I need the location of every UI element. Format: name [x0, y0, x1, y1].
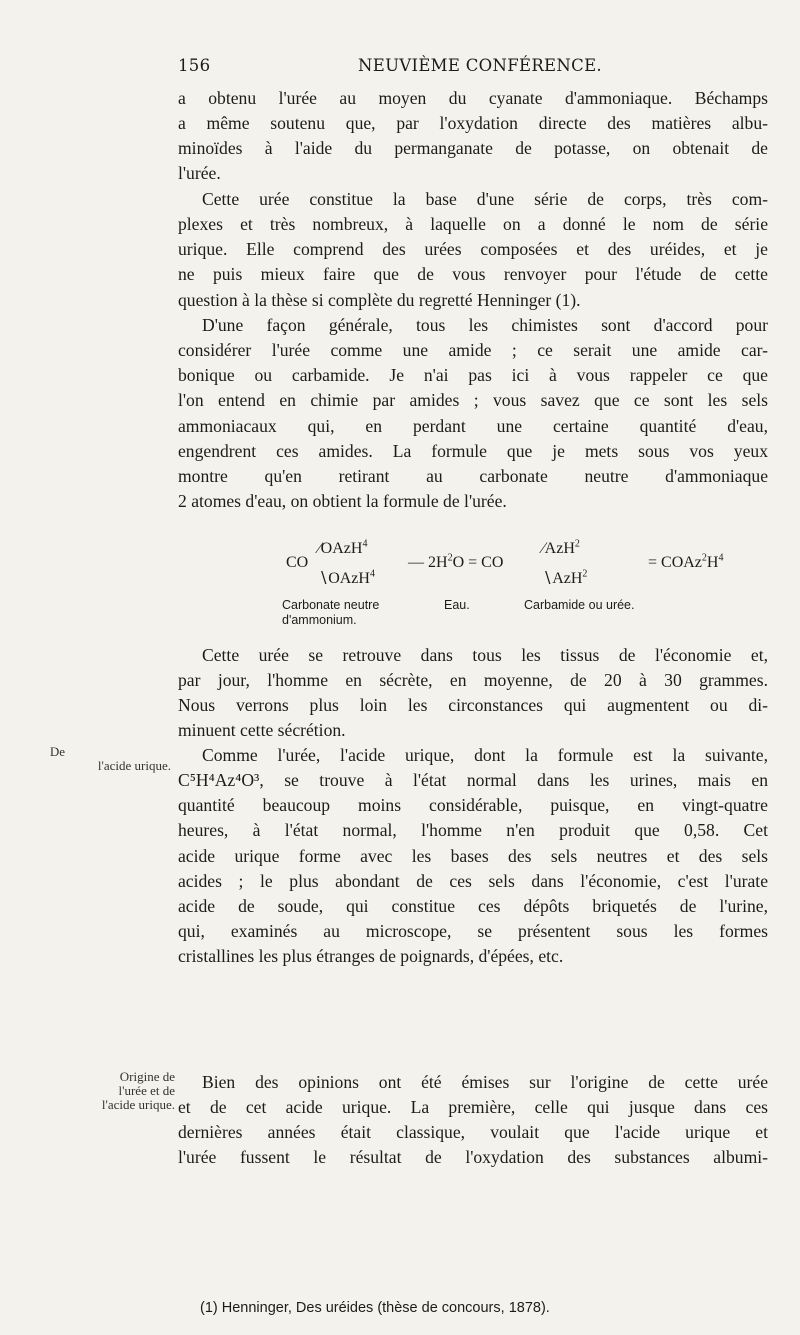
formula-lhs-bottom: ∖OAzH$^4$: [318, 568, 375, 587]
paragraph-1: [178, 86, 768, 187]
text-line: a obtenu l'urée au moyen du cyanate d'ammoniaque. Béchamps: [178, 88, 768, 108]
text-line: l'urée fussent le résultat de l'oxydation des substances albumi-: [178, 1147, 768, 1168]
caption-carbamide: Carbamide ou urée.: [524, 598, 635, 612]
margin-note-line: l'acide urique.: [97, 758, 171, 773]
text-line: dernières années était classique, voulait que l'acide urique et: [178, 1122, 768, 1143]
page-number: 156: [178, 56, 211, 75]
formula-rhs-bottom: ∖AzH$^2$: [542, 568, 588, 587]
text-line: engendrent ces amides. La formule que je mets sous vos yeux: [178, 440, 768, 461]
text-line: l'urée.: [178, 163, 221, 184]
text-line: urique. Elle comprend des urées composées et des uréides, et je: [178, 239, 768, 260]
caption-ammonium: d'ammonium.: [282, 613, 357, 627]
margin-note-uric-acid: [10, 745, 175, 773]
text-line: Cette urée se retrouve dans tous les tissus de l'économie et,: [202, 645, 768, 665]
text-line: cristallines les plus étranges de poignards, d'épées, etc.: [178, 946, 564, 967]
text-line: Nous verrons plus loin les circonstances qui augmentent ou di-: [178, 695, 768, 716]
margin-note-origin: [10, 1070, 175, 1112]
text-line: qui, examinés au microscope, se présentent sous les formes: [178, 921, 768, 942]
paragraph-3: [178, 313, 768, 514]
text-line: Cette urée constitue la base d'une série de corps, très com-: [202, 189, 768, 209]
text-line: ne puis mieux faire que de vous renvoyer pour l'étude de cette: [178, 264, 768, 285]
chapter-title: NEUVIÈME CONFÉRENCE.: [358, 56, 602, 75]
formula-result: = $COAz^2H^4$: [648, 552, 724, 571]
text-line: C⁵H⁴Az⁴O³, se trouve à l'état normal dans les urines, mais en: [178, 770, 768, 791]
text-line: bonique ou carbamide. Je n'ai pas ici à vous rappeler ce que: [178, 365, 768, 386]
paragraph-2: [178, 187, 768, 313]
text-line: montre qu'en retirant au carbonate neutre d'ammoniaque: [178, 465, 768, 486]
caption-carbonate: Carbonate neutre: [282, 598, 380, 612]
text-line: et de cet acide urique. La première, celle qui jusque dans ces: [178, 1097, 768, 1118]
caption-water: Eau.: [444, 598, 470, 612]
text-line: l'on entend en chimie par amides ; vous savez que ce sont les sels: [178, 390, 768, 411]
running-header: [178, 56, 648, 75]
paragraph-5: [178, 743, 768, 969]
text-line: ammoniacaux qui, en perdant une certaine quantité d'eau,: [178, 415, 768, 436]
margin-note-line: Origine de: [119, 1069, 175, 1084]
formula-rhs-top: ⁄AzH$^2$: [542, 538, 580, 557]
uric-acid-formula: C⁵H⁴Az⁴O³,: [178, 770, 264, 791]
text-line: minuent cette sécrétion.: [178, 720, 346, 741]
margin-note-line: l'urée et de: [118, 1083, 175, 1098]
formula-lhs-top: ⁄OAzH$^4$: [318, 538, 368, 557]
paragraph-6: [178, 1070, 768, 1171]
text-line: acide urique forme avec les bases des sels neutres et des sels: [178, 845, 768, 866]
text-line: heures, à l'état normal, l'homme n'en produit que 0,58. Cet: [178, 820, 768, 841]
text-line: a même soutenu que, par l'oxydation directe des matières albu-: [178, 113, 768, 134]
footnote: (1) Henninger, Des uréides (thèse de concours, 1878).: [200, 1300, 550, 1316]
margin-note-line: l'acide urique.: [101, 1097, 175, 1112]
text-line: 2 atomes d'eau, on obtient la formule de l'urée.: [178, 491, 507, 512]
text-line: plexes et très nombreux, à laquelle on a donné le nom de série: [178, 214, 768, 235]
text-line: acide de soude, qui constitue ces dépôts briquetés de l'urine,: [178, 895, 768, 916]
formula-lhs-co: CO: [286, 554, 309, 571]
formula-minus-water: — $2H^2O$ = CO: [408, 552, 504, 571]
text-line: Comme l'urée, l'acide urique, dont la formule est la suivante,: [202, 745, 768, 765]
text-line: Bien des opinions ont été émises sur l'origine de cette urée: [202, 1072, 768, 1092]
text-line: quantité beaucoup moins considérable, puisque, en vingt-quatre: [178, 795, 768, 816]
text-line: considérer l'urée comme une amide ; ce serait une amide car-: [178, 340, 768, 361]
text-line: acides ; le plus abondant de ces sels dans l'économie, c'est l'urate: [178, 870, 768, 891]
text-line: par jour, l'homme en sécrète, en moyenne, de 20 à 30 grammes.: [178, 670, 768, 691]
paragraph-4: [178, 643, 768, 744]
text-line: minoïdes à l'aide du permanganate de potasse, on obtenait de: [178, 138, 768, 159]
text-line: D'une façon générale, tous les chimistes sont d'accord pour: [202, 315, 768, 335]
chemical-equation: [0, 540, 800, 630]
margin-note-line: De: [49, 744, 65, 759]
text-line: question à la thèse si complète du regretté Henninger (1).: [178, 289, 581, 310]
